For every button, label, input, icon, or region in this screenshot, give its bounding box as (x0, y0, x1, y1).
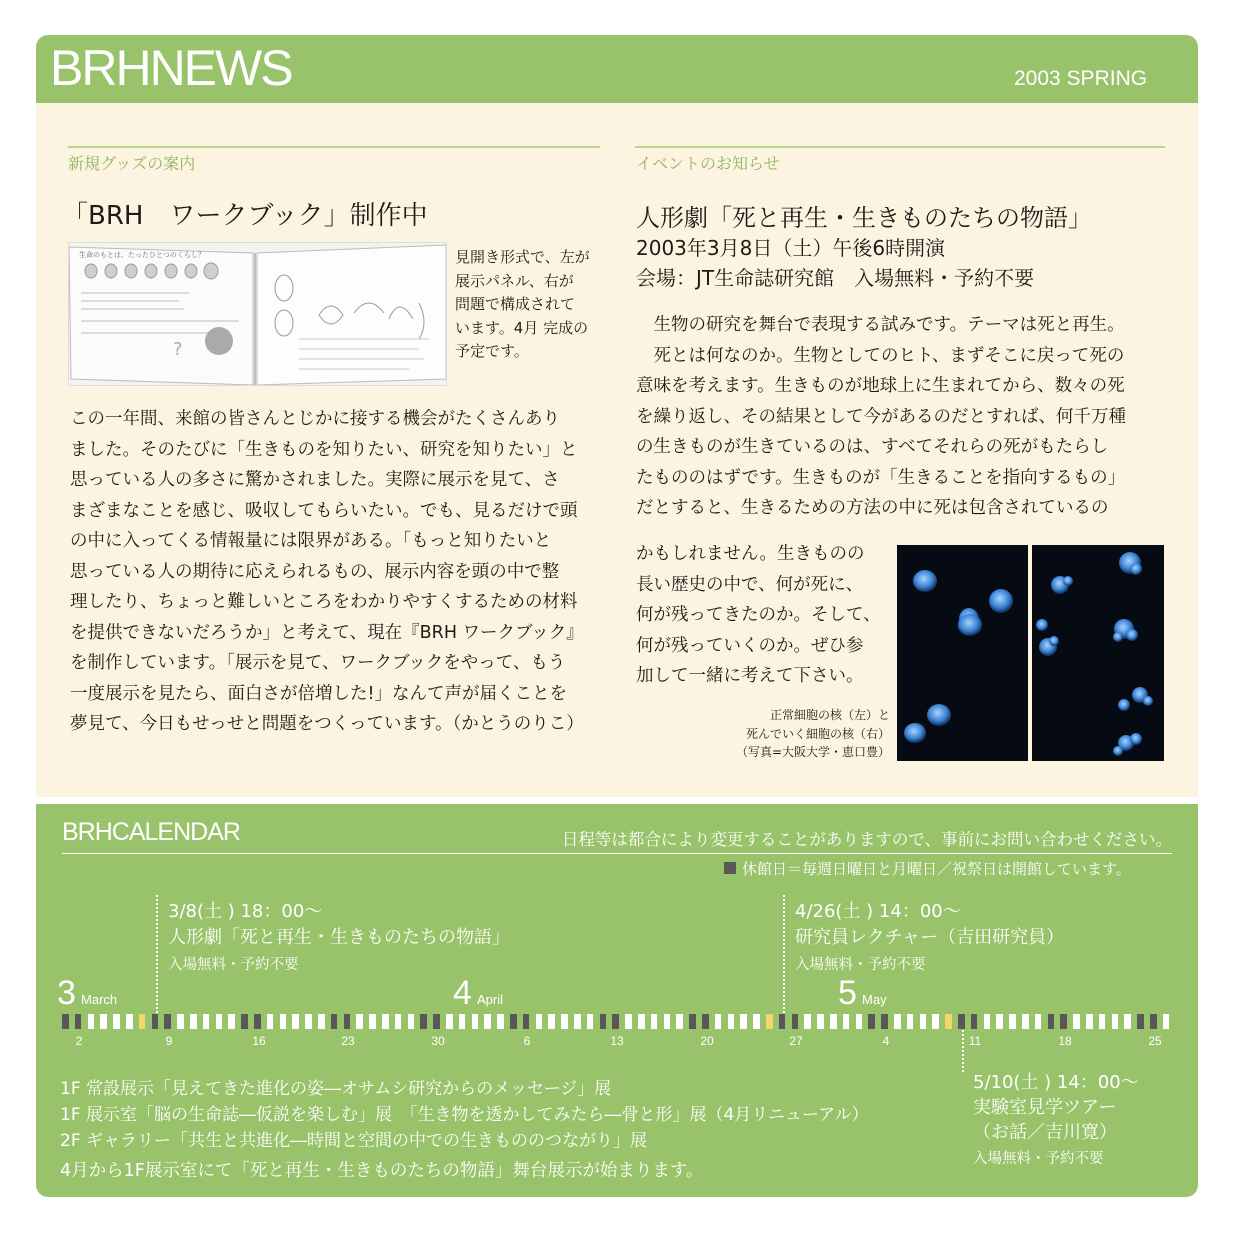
calendar-day-cell (139, 1014, 146, 1029)
calendar-day-cell (728, 1014, 735, 1029)
calendar-day-cell (1060, 1014, 1067, 1029)
calendar-day-cell (408, 1014, 415, 1029)
week-tick: 2 (75, 1034, 83, 1048)
calendar-day-cell (369, 1014, 376, 1029)
body-line: 何が残っていくのか。ぜひ参 (636, 635, 864, 656)
caption-line: （写真=大阪大学・恵口豊） (735, 745, 890, 759)
calendar-day-cell (881, 1014, 888, 1029)
event-title: 人形劇「死と再生・生きものたちの物語」 (636, 204, 1092, 232)
calendar-day-cell (804, 1014, 811, 1029)
workbook-title: 「BRH ワークブック」制作中 (62, 201, 428, 231)
photo-caption (710, 706, 890, 762)
body-line: 何が残ってきたのか。そして、 (636, 605, 881, 625)
calendar-rule (62, 853, 1172, 854)
calendar-day-cell (331, 1014, 338, 1029)
calendar-day-cell (1099, 1014, 1106, 1029)
calendar-day-cell (868, 1014, 875, 1029)
month-april (453, 974, 503, 1013)
event-body-narrow (636, 539, 881, 692)
body-line: たもののはずです。生きものが「生きることを指向するもの」 (636, 467, 1126, 488)
workbook-caption (455, 246, 590, 364)
left-rule (68, 146, 600, 148)
calendar-day-cell (651, 1014, 658, 1029)
dying-cell-nuclei-photo (1032, 545, 1164, 761)
calendar-day-cell (267, 1014, 274, 1029)
calendar-day-cell (395, 1014, 402, 1029)
body-line: 生物の研究を舞台で表現する試みです。テーマは死と再生。 (636, 315, 1125, 335)
body-line: 死とは何なのか。生物としてのヒト、まずそこに戻って死の (636, 345, 1125, 366)
body-line: 思っている人の多さに驚かされました。実際に展示を見て、さ (70, 470, 560, 490)
week-tick: 4 (882, 1034, 890, 1048)
calendar-day-cell (612, 1014, 619, 1029)
month-may (838, 974, 887, 1013)
caption-line: 死んでいく細胞の核（右） (745, 726, 890, 741)
calendar-day-cell (254, 1014, 261, 1029)
calendar-day-cell (472, 1014, 479, 1029)
calendar-day-cell (280, 1014, 287, 1029)
calendar-day-cell (356, 1014, 363, 1029)
caption-line: 予定です。 (455, 342, 529, 360)
calendar-day-cell (88, 1014, 95, 1029)
calendar-day-cell (484, 1014, 491, 1029)
calendar-day-cell (676, 1014, 683, 1029)
caption-line: 見開き形式で、左が (455, 248, 590, 266)
calendar-day-cell (587, 1014, 594, 1029)
month-march (57, 974, 117, 1013)
event-title: 人形劇「死と再生・生きものたちの物語」 (168, 927, 510, 948)
calendar-day-cell (958, 1014, 965, 1029)
calendar-day-cell (920, 1014, 927, 1029)
workbook-body (70, 404, 610, 740)
exhibit-line: 1F 常設展示「見えてきた進化の姿―オサムシ研究からのメッセージ」展 (60, 1079, 612, 1099)
body-line: この一年間、来館の皆さんとじかに接する機会がたくさんあり (70, 409, 560, 429)
workbook-spread-image (69, 243, 446, 385)
event-title: 実験室見学ツアー (973, 1097, 1117, 1118)
calendar-day-cell (1035, 1014, 1042, 1029)
calendar-day-cell (318, 1014, 325, 1029)
calendar-day-cell (753, 1014, 760, 1029)
caption-line: 正常細胞の核（左）と (769, 708, 890, 722)
body-line: ました。そのたびに「生きものを知りたい、研究を知りたい」と (70, 439, 578, 460)
exhibit-line: 2F ギャラリー「共生と共進化―時間と空間の中での生きもののつながり」展 (60, 1131, 647, 1151)
book-heading: 生命のもとは、たったひとつのくらし？ (79, 251, 205, 259)
week-tick: 13 (610, 1034, 624, 1048)
calendar-day-cell (843, 1014, 850, 1029)
calendar-day-cell (971, 1014, 978, 1029)
event-date: 4/26(土 ) 14：00〜 (795, 901, 961, 922)
week-tick: 6 (523, 1034, 531, 1048)
calendar-day-cell (600, 1014, 607, 1029)
event-title: （お話／吉川寛） (973, 1122, 1117, 1143)
left-section-label: 新規グッズの案内 (68, 154, 196, 173)
calendar-day-cell (548, 1014, 555, 1029)
week-tick: 16 (252, 1034, 266, 1048)
calendar-day-cell (216, 1014, 223, 1029)
calendar-day-cell (497, 1014, 504, 1029)
body-line: 思っている人の期待に応えられるもの、展示内容を頭の中で整 (70, 561, 560, 582)
body-line: まざまなことを感じ、吸収してもらいたい。でも、見るだけで頭 (70, 500, 578, 521)
body-line: を制作しています。「展示を見て、ワークブックをやって、もう (70, 653, 566, 673)
week-tick: 18 (1058, 1034, 1072, 1048)
calendar-day-cell (523, 1014, 530, 1029)
body-line: かもしれません。生きものの (636, 544, 865, 564)
calendar-day-cell (779, 1014, 786, 1029)
brand-title: BRHNEWS (50, 40, 292, 96)
edition-label: 2003 SPRING (1014, 67, 1148, 90)
calendar-day-cell (574, 1014, 581, 1029)
workbook-illustration (68, 242, 447, 386)
event-venue: 会場：JT生命誌研究館 入場無料・予約不要 (636, 266, 1035, 290)
week-tick: 25 (1148, 1034, 1162, 1048)
body-line: 夢見て、今日もせっせと問題をつくっています。（かとうのりこ） (70, 714, 584, 734)
calendar-day-cell (305, 1014, 312, 1029)
month-name: May (862, 992, 887, 1007)
event-note: 入場無料・予約不要 (973, 1151, 1104, 1167)
calendar-day-cell (190, 1014, 197, 1029)
calendar-day-cell (945, 1014, 952, 1029)
calendar-day-cell (510, 1014, 517, 1029)
month-number: 5 (838, 974, 857, 1012)
calendar-title: BRHCALENDAR (62, 818, 240, 846)
body-line: 長い歴史の中で、何が死に、 (636, 574, 864, 595)
calendar-day-cell (164, 1014, 171, 1029)
calendar-day-cell (984, 1014, 991, 1029)
event-date: 5/10(土 ) 14：00〜 (973, 1072, 1139, 1093)
event-date: 2003年3月8日（土）午後6時開演 (636, 236, 946, 260)
event-note: 入場無料・予約不要 (168, 957, 299, 973)
month-number: 4 (453, 974, 472, 1012)
calendar-day-cell (75, 1014, 82, 1029)
month-number: 3 (57, 974, 76, 1012)
calendar-day-cell (113, 1014, 120, 1029)
calendar-day-cell (907, 1014, 914, 1029)
calendar-day-cell (1150, 1014, 1157, 1029)
calendar-day-cell (625, 1014, 632, 1029)
event-note: 入場無料・予約不要 (795, 957, 926, 973)
calendar-day-cell (1124, 1014, 1131, 1029)
calendar-day-cell (1073, 1014, 1080, 1029)
week-tick: 9 (165, 1034, 173, 1048)
body-line: の中に入ってくる情報量には限界がある。「もっと知りたいと (70, 531, 552, 551)
calendar-day-cell (344, 1014, 351, 1029)
calendar-day-cell (817, 1014, 824, 1029)
exhibit-list (60, 1076, 868, 1188)
right-section-label: イベントのお知らせ (636, 154, 780, 173)
body-line: を提供できないだろうか」と考えて、現在『BRH ワークブック』 (70, 622, 584, 643)
calendar-day-cell (1009, 1014, 1016, 1029)
exhibit-line: 1F 展示室「脳の生命誌―仮説を楽しむ」展 「生き物を透かしてみたら―骨と形」展（4月リニューアル） (60, 1105, 869, 1125)
calendar-day-cell (932, 1014, 939, 1029)
calendar-day-cell (62, 1014, 69, 1029)
caption-line: います。4月 完成の (455, 318, 589, 337)
event-1 (168, 901, 510, 974)
calendar-day-cell (459, 1014, 466, 1029)
calendar-day-cell (1048, 1014, 1055, 1029)
calendar-day-cell (292, 1014, 299, 1029)
event-2 (795, 901, 1064, 974)
exhibit-line: 4月から1F展示室にて「死と再生・生きものたちの物語」舞台展示が始まります。 (60, 1161, 704, 1181)
calendar-day-cell (446, 1014, 453, 1029)
month-name: March (81, 992, 118, 1007)
calendar-day-cell (100, 1014, 107, 1029)
calendar-day-cell (152, 1014, 159, 1029)
closed-day-note: 休館日＝毎週日曜日と月曜日／祝祭日は開館しています。 (742, 860, 1131, 878)
month-name: April (477, 992, 504, 1007)
calendar-day-cell (1137, 1014, 1144, 1029)
event-marker-line (783, 895, 785, 1013)
calendar-day-cell (689, 1014, 696, 1029)
calendar-day-cell (420, 1014, 427, 1029)
calendar-day-cell (228, 1014, 235, 1029)
caption-line: 展示パネル、右が (455, 271, 574, 290)
calendar-day-cell (894, 1014, 901, 1029)
event-3 (973, 1070, 1139, 1168)
calendar-day-cell (996, 1014, 1003, 1029)
week-tick: 27 (789, 1034, 803, 1048)
calendar-day-cell (715, 1014, 722, 1029)
calendar-day-cell (177, 1014, 184, 1029)
svg-text:?: ? (173, 339, 183, 360)
event-marker-line (156, 895, 158, 1013)
week-tick: 20 (700, 1034, 714, 1048)
calendar-day-cell (561, 1014, 568, 1029)
body-line: を繰り返し、その結果として今があるのだとすれば、何千万種 (636, 406, 1126, 427)
calendar-day-cell (664, 1014, 671, 1029)
calendar-day-cell (536, 1014, 543, 1029)
calendar-day-cell (1086, 1014, 1093, 1029)
body-line: 意味を考えます。生きものが地球上に生まれてから、数々の死 (636, 376, 1125, 396)
week-tick: 30 (431, 1034, 445, 1048)
calendar-day-cell (1112, 1014, 1119, 1029)
week-tick: 23 (341, 1034, 355, 1048)
calendar-day-cell (740, 1014, 747, 1029)
calendar-day-cell (766, 1014, 773, 1029)
calendar-day-cell (856, 1014, 863, 1029)
event-date: 3/8(土 ) 18：00〜 (168, 901, 323, 922)
body-line: だとすると、生きるための方法の中に死は包含されているの (636, 498, 1109, 518)
right-rule (635, 146, 1165, 148)
calendar-day-cell (203, 1014, 210, 1029)
calendar-notice: 日程等は都合により変更することがありますので、事前にお問い合わせください。 (561, 830, 1172, 849)
calendar-day-cell (433, 1014, 440, 1029)
calendar-day-cell (382, 1014, 389, 1029)
calendar-day-cell (638, 1014, 645, 1029)
normal-cell-nuclei-photo (897, 545, 1028, 761)
body-line: 加して一緒に考えて下さい。 (636, 666, 864, 686)
calendar-day-cell (792, 1014, 799, 1029)
calendar-day-cell (126, 1014, 133, 1029)
body-line: 一度展示を見たら、面白さが倍増した!」なんて声が届くことを (70, 683, 568, 704)
week-tick: 11 (968, 1034, 982, 1048)
calendar-day-cell (241, 1014, 248, 1029)
calendar-day-cell (702, 1014, 709, 1029)
event-body (636, 310, 1176, 524)
caption-line: 問題で構成されて (455, 295, 576, 313)
body-line: 理したり、ちょっと難しいところをわかりやすくするための材料 (70, 592, 578, 612)
body-line: の生きものが生きているのは、すべてそれらの死がもたらし (636, 437, 1109, 457)
event-title: 研究員レクチャー（吉田研究員） (795, 927, 1065, 948)
closed-day-square-icon (724, 862, 736, 874)
calendar-day-cell (1022, 1014, 1029, 1029)
calendar-day-cell (830, 1014, 837, 1029)
calendar-day-cell (1163, 1014, 1170, 1029)
